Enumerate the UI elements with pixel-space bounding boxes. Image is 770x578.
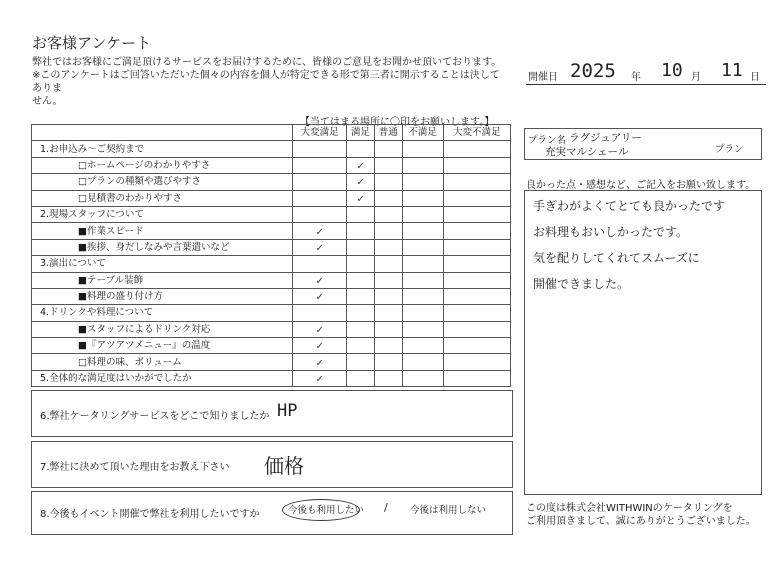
rating-cell[interactable]: ✓ bbox=[347, 174, 375, 190]
page-title: お客様アンケート bbox=[32, 34, 152, 52]
question-7-answer[interactable]: 価格 bbox=[264, 454, 304, 478]
plan-suffix: プラン bbox=[715, 144, 744, 155]
comment-label: 良かった点・感想など、ご記入をお願い致します。 bbox=[526, 180, 756, 191]
question-6-label: 6.弊社ケータリングサービスをどこで知りましたか bbox=[40, 411, 270, 422]
column-header: 満足 bbox=[347, 125, 375, 141]
rating-cell[interactable] bbox=[402, 256, 443, 272]
rating-cell[interactable]: ✓ bbox=[293, 223, 347, 239]
section-row bbox=[32, 256, 511, 272]
column-header: 大変不満足 bbox=[443, 125, 510, 141]
question-8-label: 8.今後もイベント開催で弊社を利用したいですか bbox=[40, 509, 260, 520]
section-label: 5.全体的な満足度はいかがでしたか bbox=[32, 370, 293, 386]
question-6-answer[interactable]: HP bbox=[277, 401, 298, 421]
event-date-field[interactable] bbox=[526, 62, 766, 85]
rating-cell[interactable]: ✓ bbox=[293, 338, 347, 354]
intro-line: 弊社ではお客様にご満足頂けるサービスをお届けするために、皆様のご意見をお聞かせ頂いております。 bbox=[32, 57, 502, 68]
rating-cell[interactable] bbox=[443, 354, 510, 370]
question-label: □料理の味、ボリューム bbox=[32, 354, 293, 370]
rating-cell[interactable] bbox=[402, 223, 443, 239]
rating-cell[interactable] bbox=[443, 206, 510, 222]
question-row bbox=[32, 272, 511, 288]
rating-cell[interactable] bbox=[374, 354, 402, 370]
thanks-line: ご利用頂きまして、誠にありがとうございました。 bbox=[526, 516, 756, 527]
plan-label: プラン名 bbox=[528, 135, 567, 146]
rating-cell[interactable] bbox=[347, 206, 375, 222]
rating-cell[interactable] bbox=[402, 141, 443, 157]
rating-cell[interactable] bbox=[293, 174, 347, 190]
rating-cell[interactable] bbox=[402, 239, 443, 255]
rating-cell[interactable] bbox=[374, 321, 402, 337]
rating-cell[interactable]: ✓ bbox=[293, 239, 347, 255]
question-row bbox=[32, 354, 511, 370]
rating-cell[interactable] bbox=[443, 272, 510, 288]
rating-cell[interactable]: ✓ bbox=[293, 354, 347, 370]
rating-cell[interactable] bbox=[374, 239, 402, 255]
rating-cell[interactable] bbox=[443, 157, 510, 173]
rating-cell[interactable] bbox=[402, 321, 443, 337]
instruction-text: 【当てはまる場所に〇印をお願いします。】 bbox=[300, 117, 495, 128]
question-label: □ホームページのわかりやすさ bbox=[32, 157, 293, 173]
question-row bbox=[32, 321, 511, 337]
question-row bbox=[32, 174, 511, 190]
question-row bbox=[32, 223, 511, 239]
comment-line: 手ぎわがよくてとても良かったです bbox=[533, 199, 726, 213]
rating-cell[interactable] bbox=[347, 288, 375, 304]
question-7-label: 7.弊社に決めて頂いた理由をお教え下さい bbox=[40, 462, 230, 473]
rating-cell[interactable] bbox=[347, 354, 375, 370]
rating-cell[interactable] bbox=[347, 338, 375, 354]
plan-value-line1: ラグジュアリー bbox=[569, 132, 642, 144]
rating-cell[interactable] bbox=[443, 174, 510, 190]
table-header-row bbox=[32, 125, 511, 141]
rating-cell[interactable] bbox=[347, 370, 375, 386]
column-header: 大変満足 bbox=[293, 125, 347, 141]
question-row bbox=[32, 157, 511, 173]
rating-cell[interactable] bbox=[347, 223, 375, 239]
year-value: 2025 bbox=[570, 60, 616, 82]
rating-cell[interactable] bbox=[347, 272, 375, 288]
question-row bbox=[32, 190, 511, 206]
intro-text bbox=[32, 56, 502, 108]
rating-cell[interactable] bbox=[443, 370, 510, 386]
question-8 bbox=[31, 491, 513, 535]
rating-cell[interactable] bbox=[402, 272, 443, 288]
rating-cell[interactable] bbox=[347, 256, 375, 272]
rating-cell[interactable]: ✓ bbox=[347, 157, 375, 173]
rating-cell[interactable] bbox=[443, 338, 510, 354]
rating-cell[interactable] bbox=[347, 239, 375, 255]
question-label: ■テーブル装飾 bbox=[32, 272, 293, 288]
question-label: □見積書のわかりやすさ bbox=[32, 190, 293, 206]
rating-cell[interactable] bbox=[402, 288, 443, 304]
day-value: 11 bbox=[721, 60, 743, 81]
year-label: 年 bbox=[631, 72, 641, 83]
rating-cell[interactable] bbox=[374, 141, 402, 157]
thank-you-note bbox=[526, 502, 766, 528]
rating-cell[interactable] bbox=[374, 157, 402, 173]
comment-line: お料理もおいしかったです。 bbox=[533, 225, 689, 239]
rating-cell[interactable] bbox=[374, 370, 402, 386]
rating-cell[interactable] bbox=[374, 305, 402, 321]
thanks-line: この度は株式会社WITHWINのケータリングを bbox=[526, 503, 733, 514]
section-row bbox=[32, 305, 511, 321]
month-value: 10 bbox=[661, 60, 683, 81]
rating-cell[interactable] bbox=[402, 190, 443, 206]
rating-cell[interactable]: ✓ bbox=[347, 190, 375, 206]
question-6 bbox=[31, 390, 513, 437]
rating-cell[interactable] bbox=[347, 305, 375, 321]
rating-cell[interactable] bbox=[347, 321, 375, 337]
comment-line: 開催できました。 bbox=[533, 277, 630, 291]
section-row bbox=[32, 370, 511, 386]
question-label: ■挨拶、身だしなみや言葉遣いなど bbox=[32, 239, 293, 255]
rating-cell[interactable] bbox=[443, 239, 510, 255]
section-label: 4.ドリンクや料理について bbox=[32, 305, 293, 321]
header-blank bbox=[32, 125, 293, 141]
month-label: 月 bbox=[691, 72, 701, 83]
rating-cell[interactable] bbox=[402, 174, 443, 190]
option-yes[interactable]: 今後も利用したい bbox=[288, 505, 365, 516]
question-label: ■スタッフによるドリンク対応 bbox=[32, 321, 293, 337]
rating-cell[interactable] bbox=[347, 141, 375, 157]
option-separator: / bbox=[384, 501, 388, 514]
section-label: 2.現場スタッフについて bbox=[32, 206, 293, 222]
survey-body bbox=[32, 141, 511, 387]
comment-box[interactable] bbox=[524, 190, 762, 495]
rating-cell[interactable] bbox=[443, 223, 510, 239]
rating-cell[interactable] bbox=[443, 256, 510, 272]
rating-cell[interactable] bbox=[374, 206, 402, 222]
rating-cell[interactable] bbox=[443, 305, 510, 321]
section-label: 1.お申込み～ご契約まで bbox=[32, 141, 293, 157]
intro-line: ※このアンケートはご回答いただいた個々の内容を個人が特定できる形で第三者に開示することは決してありま bbox=[32, 70, 500, 94]
intro-line: せん。 bbox=[32, 96, 63, 107]
rating-cell[interactable] bbox=[374, 223, 402, 239]
rating-cell[interactable] bbox=[402, 157, 443, 173]
rating-cell[interactable] bbox=[293, 206, 347, 222]
date-label: 開催日 bbox=[528, 72, 558, 83]
rating-cell[interactable] bbox=[402, 354, 443, 370]
question-row bbox=[32, 338, 511, 354]
comment-line: 気を配りしてくれてスムーズに bbox=[533, 251, 700, 265]
satisfaction-table bbox=[31, 124, 511, 387]
column-header: 不満足 bbox=[402, 125, 443, 141]
rating-cell[interactable] bbox=[402, 206, 443, 222]
rating-cell[interactable]: ✓ bbox=[293, 288, 347, 304]
section-row bbox=[32, 141, 511, 157]
rating-cell[interactable] bbox=[374, 174, 402, 190]
option-no[interactable]: 今後は利用しない bbox=[410, 505, 487, 516]
rating-cell[interactable] bbox=[374, 288, 402, 304]
section-label: 3.演出について bbox=[32, 256, 293, 272]
rating-cell[interactable] bbox=[443, 288, 510, 304]
rating-cell[interactable] bbox=[402, 305, 443, 321]
question-row bbox=[32, 239, 511, 255]
day-label: 日 bbox=[750, 72, 760, 83]
rating-cell[interactable]: ✓ bbox=[293, 272, 347, 288]
rating-cell[interactable] bbox=[443, 141, 510, 157]
column-header: 普通 bbox=[374, 125, 402, 141]
rating-cell[interactable] bbox=[293, 256, 347, 272]
plan-field[interactable] bbox=[524, 128, 762, 160]
rating-cell[interactable] bbox=[293, 190, 347, 206]
rating-cell[interactable] bbox=[443, 190, 510, 206]
rating-cell[interactable] bbox=[374, 256, 402, 272]
rating-cell[interactable] bbox=[293, 305, 347, 321]
question-label: ■作業スピード bbox=[32, 223, 293, 239]
rating-cell[interactable] bbox=[443, 321, 510, 337]
rating-cell[interactable]: ✓ bbox=[293, 370, 347, 386]
rating-cell[interactable] bbox=[374, 272, 402, 288]
rating-cell[interactable] bbox=[293, 157, 347, 173]
rating-cell[interactable] bbox=[374, 338, 402, 354]
rating-cell[interactable] bbox=[402, 338, 443, 354]
question-row bbox=[32, 288, 511, 304]
rating-cell[interactable] bbox=[293, 141, 347, 157]
plan-value-line2: 充実マルシェール bbox=[545, 146, 629, 158]
section-row bbox=[32, 206, 511, 222]
question-label: ■『アツアツメニュー』の温度 bbox=[32, 338, 293, 354]
rating-cell[interactable] bbox=[402, 370, 443, 386]
question-label: □プランの種類や選びやすさ bbox=[32, 174, 293, 190]
rating-cell[interactable]: ✓ bbox=[293, 321, 347, 337]
question-7 bbox=[31, 441, 513, 488]
rating-cell[interactable] bbox=[374, 190, 402, 206]
question-label: ■料理の盛り付け方 bbox=[32, 288, 293, 304]
